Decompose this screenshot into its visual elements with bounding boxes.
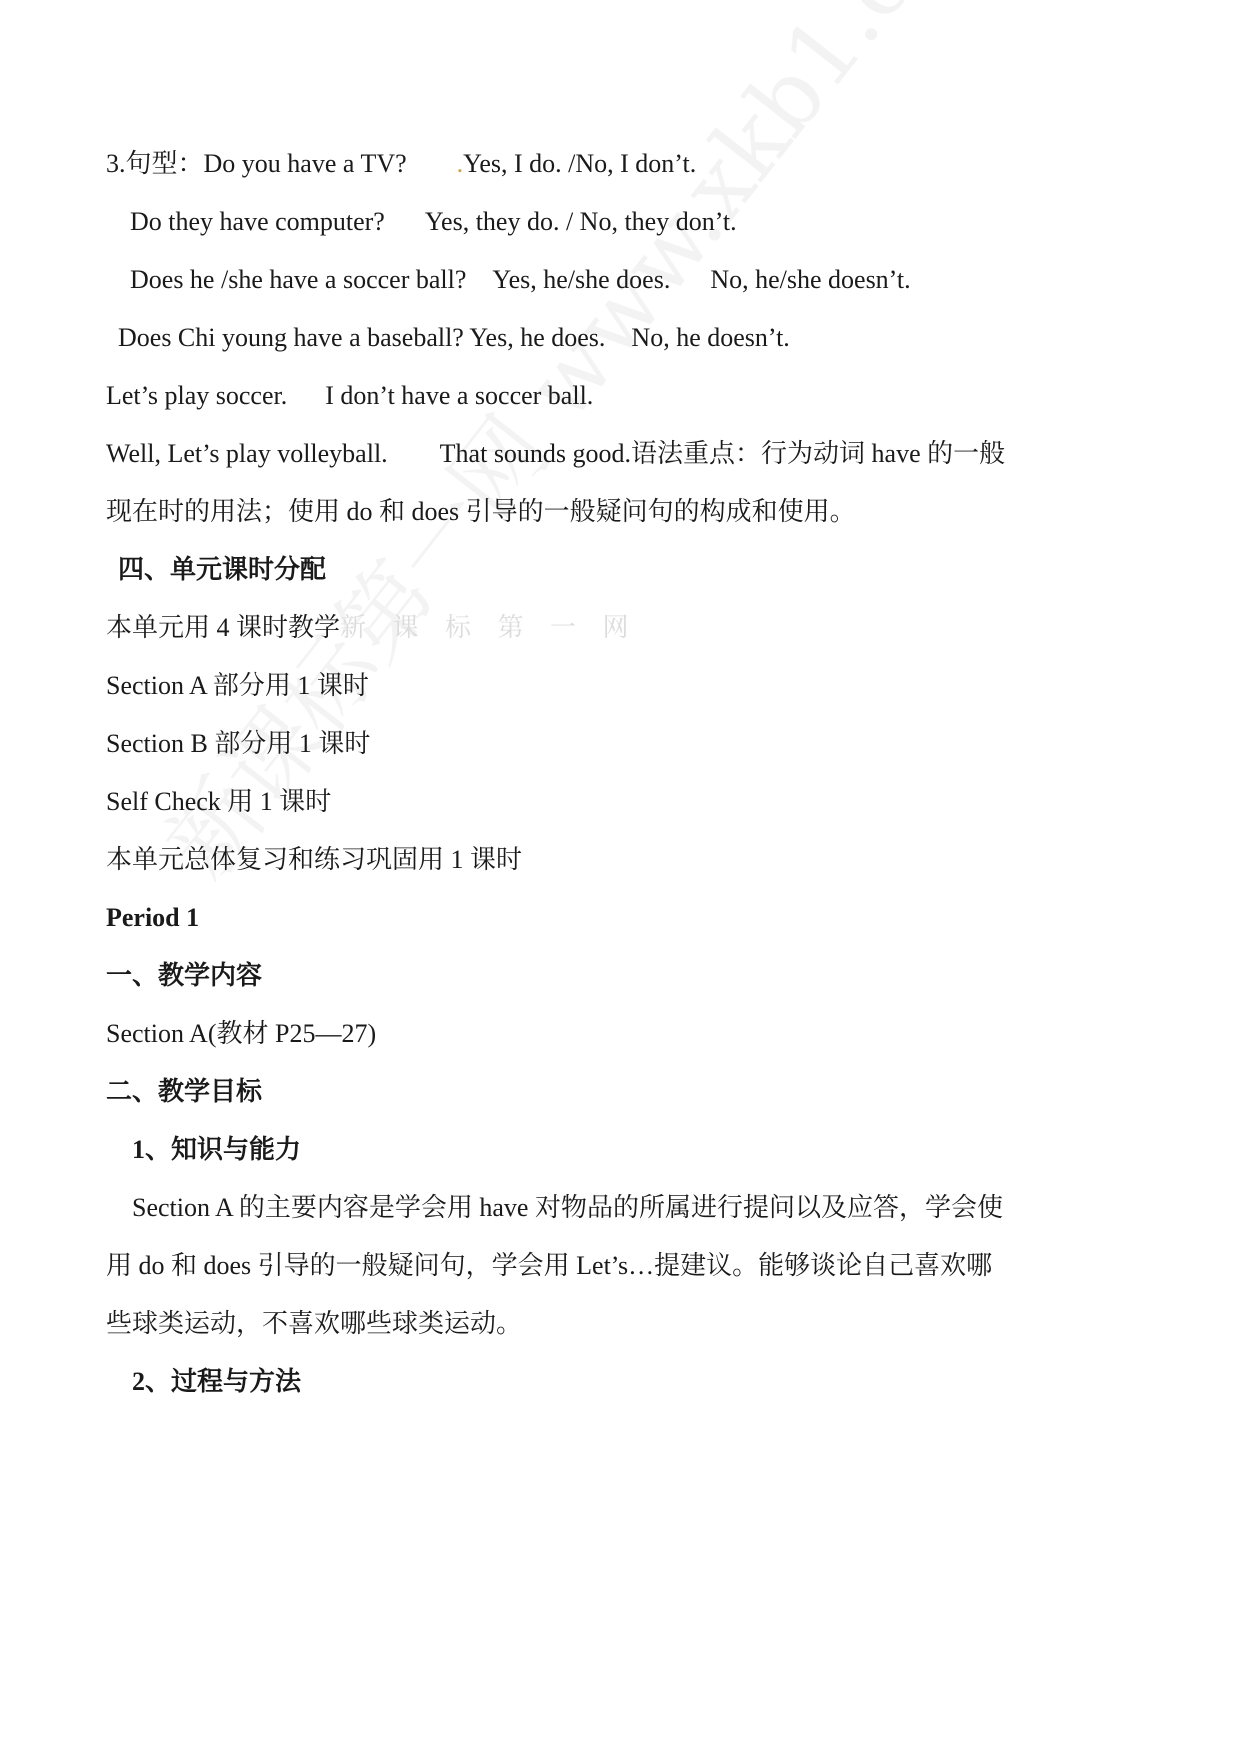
subheading-knowledge-ability: 1、知识与能力 [132,1135,302,1164]
sentence-pattern-label: 3.句型： [106,149,204,178]
answer-text: Yes, they do. / No, they don’t. [424,207,737,236]
question-text: Do they have computer? [130,207,385,236]
paragraph-line: 些球类运动，不喜欢哪些球类运动。 [106,1309,523,1338]
section-heading-content: 一、教学内容 [106,961,263,990]
section-heading-unit-allocation: 四、单元课时分配 [118,555,327,584]
unit-hours-line [106,612,639,644]
sentence-pattern-line-4 [118,322,790,354]
paragraph-line: Section A 的主要内容是学会用 have 对物品的所属进行提问以及应答，学会使 [132,1193,1003,1222]
sentence-pattern-line-6 [106,438,1005,470]
answer-text: No, he doesn’t. [631,323,790,352]
sentence-pattern-line-3 [130,264,911,296]
allocation-item: Section B 部分用 1 课时 [106,729,371,758]
allocation-item: Section A 部分用 1 课时 [106,671,369,700]
question-text: Does he /she have a soccer ball? [130,265,467,294]
response-text: That sounds good.语法重点：行为动词 have 的一般 [439,439,1006,468]
question-text: Does Chi young have a baseball? Yes, he does. [118,323,606,352]
subheading-process-method: 2、过程与方法 [132,1367,302,1396]
faint-watermark-text: 新 课 标 第 一 网 [340,613,639,642]
unit-hours-text: 本单元用 4 课时教学 [106,613,341,642]
question-text: Do you have a TV? [203,149,407,178]
response-text: I don’t have a soccer ball. [325,381,594,410]
section-heading-objectives: 二、教学目标 [106,1077,263,1106]
sentence-pattern-line-2 [130,206,737,238]
period-heading: Period 1 [106,903,200,932]
allocation-item: 本单元总体复习和练习巩固用 1 课时 [106,845,523,874]
allocation-item: Self Check 用 1 课时 [106,787,332,816]
answer-text: Yes, I do. /No, I don’t. [463,149,697,178]
grammar-focus-continued: 现在时的用法；使用 do 和 does 引导的一般疑问句的构成和使用。 [106,497,856,526]
sentence-pattern-line-1 [106,148,696,180]
answer-text: No, he/she doesn’t. [710,265,911,294]
paragraph-line: 用 do 和 does 引导的一般疑问句，学会用 Let’s…提建议。能够谈论自己喜欢哪 [106,1251,993,1280]
content-reference: Section A(教材 P25—27) [106,1019,377,1048]
sentence-pattern-line-5 [106,380,593,412]
suggestion-text: Well, Let’s play volleyball. [106,439,388,468]
marker-dot: . [456,149,464,178]
answer-text: Yes, he/she does. [492,265,671,294]
suggestion-text: Let’s play soccer. [106,381,288,410]
